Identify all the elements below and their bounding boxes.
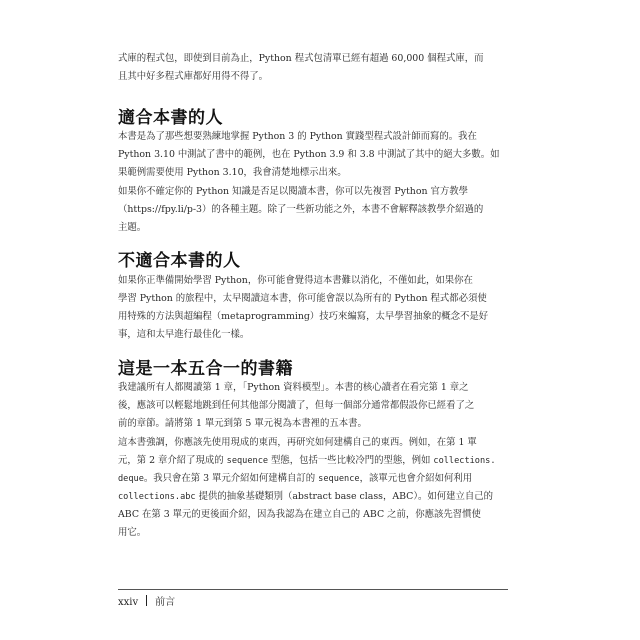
section-heading-five-in-one: 這是一本五合一的書籍	[118, 359, 293, 379]
text-span: ，該單元也會介紹如何利用	[359, 473, 473, 484]
text-span: 提供的抽象基礎類別（abstract base class，ABC）。如何建立自己的	[195, 491, 494, 502]
text-line: 用特殊的方法與超編程（metaprogramming）技巧來編寫，太早學習抽象的概念不是好	[118, 311, 489, 322]
text-line: Python 3.10 中測試了書中的範例，也在 Python 3.9 和 3.8 中測試了其中的絕大多數。如	[118, 149, 500, 160]
footer-divider	[118, 589, 508, 590]
text-line: 事，這和太早進行最佳化一樣。	[118, 329, 250, 340]
inline-code: sequence	[318, 474, 360, 484]
text-line	[118, 470, 510, 488]
text-line: 前的章節。請將第 1 單元到第 5 單元視為本書裡的五本書。	[118, 418, 367, 429]
text-line	[118, 488, 510, 506]
text-line: 用它。	[118, 527, 147, 538]
text-line: 學習 Python 的旅程中，太早閱讀這本書，你可能會誤以為所有的 Python 程式都必須使	[118, 293, 487, 304]
text-span: 型態，包括一些比較冷門的型態，例如	[268, 455, 434, 466]
page-number: xxiv	[118, 597, 139, 608]
text-line: 果範例需要使用 Python 3.10，我會清楚地標示出來。	[118, 167, 347, 178]
text-line: 本書是為了那些想要熟練地掌握 Python 3 的 Python 實踐型程式設計師而寫的。我在	[118, 131, 477, 142]
text-span: 。我只會在第 3 單元介紹如何建構自訂的	[143, 473, 319, 484]
audience-paragraph-2	[118, 183, 510, 237]
text-line: 如果你不確定你的 Python 知識是否足以閱讀本書，你可以先複習 Python 官方教學	[118, 186, 468, 197]
text-line: 我建議所有人都閱讀第 1 章，「Python 資料模型」。本書的核心讀者在看完第 1 章之	[118, 382, 469, 393]
inline-code: collections.	[433, 456, 496, 466]
section-heading-not-audience: 不適合本書的人	[118, 251, 241, 271]
text-line: 主題。	[118, 222, 147, 233]
audience-paragraph-1	[118, 128, 510, 182]
text-line	[118, 452, 510, 470]
text-line: 且其中好多程式庫都好用得不得了。	[118, 71, 269, 82]
inline-code: collections.abc	[118, 492, 196, 502]
not-audience-paragraph	[118, 272, 510, 344]
five-in-one-paragraph-1	[118, 379, 510, 433]
footer-section-title: 前言	[155, 597, 176, 608]
inline-code: deque	[118, 474, 144, 484]
five-in-one-paragraph-2	[118, 434, 510, 542]
text-line: （https://fpy.li/p-3）的各種主題。除了一些新功能之外，本書不會解釋該教學介紹過的	[118, 204, 484, 215]
intro-paragraph	[118, 50, 510, 86]
text-line: ABC 在第 3 單元的更後面介紹，因為我認為在建立自己的 ABC 之前，你應該先習慣使	[118, 509, 481, 520]
text-span: 元，第 2 章介紹了現成的	[118, 455, 227, 466]
text-line: 式庫的程式包，即使到目前為止，Python 程式包清單已經有超過 60,000 個程式庫，而	[118, 53, 484, 64]
text-line: 後，應該可以輕鬆地跳到任何其他部分閱讀了，但每一個部分通常都假設你已經看了之	[118, 400, 475, 411]
text-line: 如果你正準備開始學習 Python，你可能會覺得這本書難以消化，不僅如此，如果你在	[118, 275, 473, 286]
inline-code: sequence	[226, 456, 269, 466]
page-footer	[118, 593, 175, 608]
section-heading-audience: 適合本書的人	[118, 108, 223, 128]
footer-separator	[146, 595, 147, 606]
text-line: 這本書強調，你應該先使用現成的東西，再研究如何建構自己的東西。例如，在第 1 單	[118, 437, 477, 448]
